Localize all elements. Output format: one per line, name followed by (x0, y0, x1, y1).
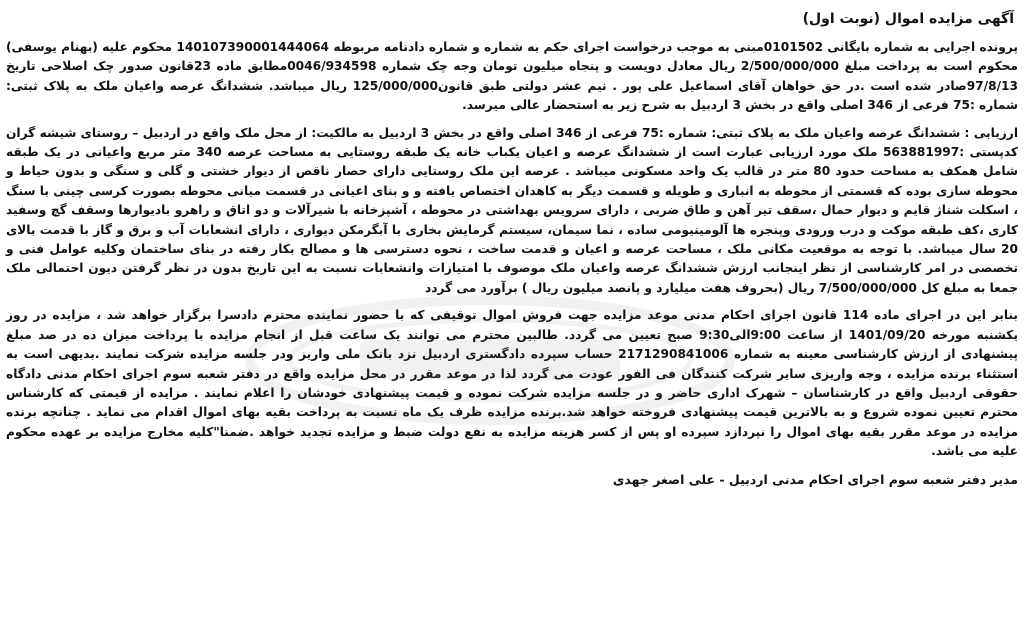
notice-paragraph-case: پرونده اجرایی به شماره بایگانی 0101502مبنی به موجب درخواست اجرای حکم به شماره و شماره دادنامه مربوطه 140107390001444064 محکوم علیه (بهنام یوسفی) محکوم است به پرداخت مبلغ 2/500/000/000 ریال معادل دویست و پنجاه میلیون تومان وجه چک شماره 0046/934598مطابق ماده 23قانون صدور چک اصلاحی تاریخ 97/8/13صادر شده است .در حق خواهان آقای اسماعیل علی پور . نیم عشر دولتی طبق قانون125/000/000 ریال میباشد. ششدانگ عرصه واعیان ملک به پلاک ثبتی: شماره :75 فرعی از 346 اصلی واقع در بخش 3 اردبیل به شرح زیر به استحضار عالی میرسد. (6, 40, 1019, 113)
notice-paragraph-auction-terms: بنابر این در اجرای ماده 114 قانون اجرای احکام مدنی موعد مزایده جهت فروش اموال توقیفی که با حضور نماینده محترم دادسرا برگزار خواهد شد ، مزایده در روز یکشنبه مورخه 1401/09/20 از ساعت 9:00الی9:30 صبح تعیین می گردد. طالبین محترم می توانند یک ساعت قبل از انجام مزایده با پرداخت میزان ده در صد مبلغ پیشنهادی از ارزش کارشناسی معینه به شماره 2171290841006 حساب سپرده دادگستری اردبیل نزد بانک ملی واریز ودر جلسه مزایده شرکت نمایند .بدیهی است به استثناء برنده مزایده ، وجه واریزی سایر شرکت کنندگان فی الفور عودت می گردد لذا در موعد مقرر در محل مزایده واقع در دفتر شعبه سوم اجرای احکام مدنی دادگاه حقوقی اردبیل واقع در کارشناسان – شهرک اداری حاضر و در جلسه مزایده شرکت نموده و قیمت پیشنهادی خودشان را اعلام نمایند . مزایده از قیمتی که کارشناس محترم تعیین نموده شروع و به بالاترین قیمت پیشنهادی فروخته خواهد شد.برنده مزایده ظرف یک ماه نسبت به پرداخت بقیه بهای اموال اقدام می نماید . چنانچه برنده مزایده در موعد مقرر بقیه بهای اموال را نپردازد سپرده او پس از کسر هزینه مزایده به نفع دولت ضبط و مزایده تجدید خواهد .ضمنا"کلیه مخارج مزایده بر عهده محکوم علیه می باشد. (6, 308, 1018, 459)
notice-signature: مدیر دفتر شعبه سوم اجرای احکام مدنی اردبیل - علی اصغر جهدی (612, 471, 1018, 487)
notice-title: آگهی مزایده اموال (نوبت اول) (802, 11, 1014, 27)
notice-paragraph-appraisal: ارزیابی : ششدانگ عرصه واعیان ملک به پلاک ثبتی: شماره :75 فرعی از 346 اصلی واقع در بخش 3 اردبیل به مالکیت: از محل ملک واقع در اردبیل – روستای شیشه گران کدپستی :563881997 ملک مورد ارزیابی عبارت است از ششدانگ عرصه و اعیان یکباب خانه یک طبقه روستایی به مساحت عرصه 340 متر مربع واعیانی در یک طبقه شامل همکف به مساحت حدود 80 متر در قالب یک واحد مسکونی میباشد . عرصه این ملک روستایی دارای حصار ناقص از دیوار خشتی و گلی و سنگی و بدون حیاط و محوطه سازی بوده که قسمتی از محوطه به انباری و طویله و قسمت دیگر به کاهدان اختصاص یافته و و بنای اعیانی در قسمت میانی محوطه بصورت کرسی چینی با سنگ ، اسکلت شناژ قایم و دیوار حمال ،سقف تیر آهن و طاق ضربی ، دارای سرویس بهداشتی در محوطه ، آشپزخانه با شیرآلات و دو اتاق و راهرو بادیوارها وسقف گچ وسفید کاری ،کف طبقه موکت و درب ورودی وپنجره ها آلومینیومی ساده ، نما سیمان، سیستم گرمایش بخاری با آبگرمکن دیواری ، دارای انشعابات آب و برق و گاز با قدمت بالای 20 سال میباشد. با توجه به موقعیت مکانی ملک ، مساحت عرصه و اعیان و قدمت ساخت ، نحوه دسترسی ها و مصالح بکار رفته در بنای ساختمان وکلیه عوامل فنی و تخصصی در امر کارشناسی از نظر اینجانب ارزش ششدانگ عرصه واعیان ملک موصوف با امتیازات وانشعابات نسبت به این تاریخ بدون در نظر گرفتن دیون احتمالی ملک جمعا به مبلغ کل 7/500/000/000 ریال (بحروف هفت میلیارد و پانصد میلیون ریال ) برآورد می گردد (6, 125, 1018, 295)
